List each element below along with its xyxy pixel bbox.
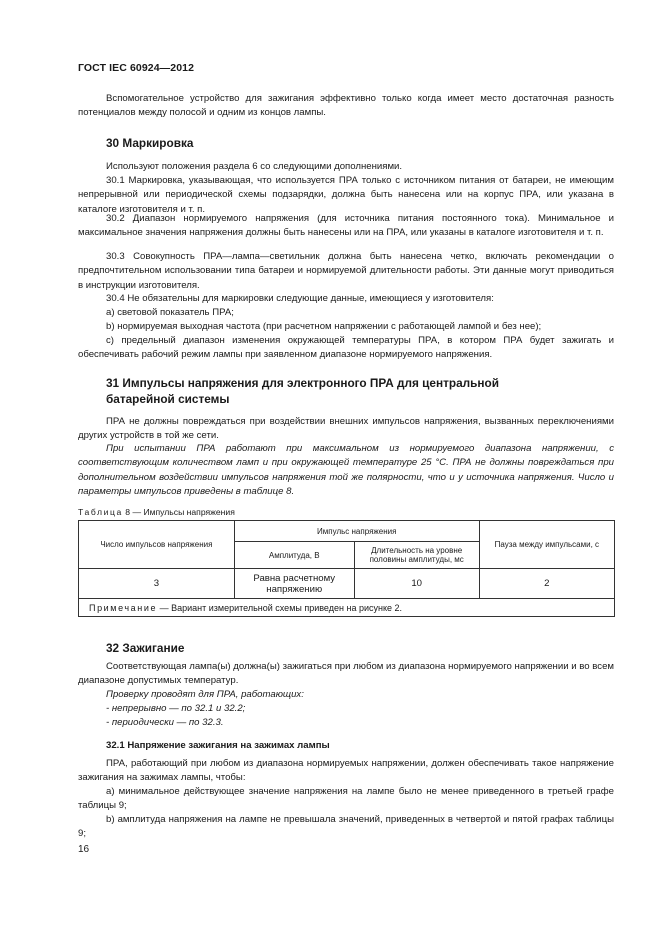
table-8 [78, 520, 615, 617]
section-31-title [106, 375, 499, 407]
table-8-caption [78, 507, 235, 517]
section-30-title: 30 Маркировка [106, 136, 194, 150]
cell-count: 3 [79, 569, 235, 599]
section-32-1-a: a) минимальное действующее значение напряжения на лампе было не менее приведенного в третьей графе таблицы 9; [78, 786, 614, 812]
col-header-pulse: Импульс напряжения [234, 521, 479, 542]
section-30-4-b: b) нормируемая выходная частота (при расчетном напряжении с работающей лампой и без нее); [106, 321, 542, 332]
col-header-amplitude: Амплитуда, В [234, 542, 354, 569]
section-32-p1: Соответствующая лампа(ы) должна(ы) зажигаться при любом из диапазона нормируемого напряжении и во всем диапазоне допустимых температур. [78, 661, 614, 687]
section-30-3: 30.3 Совокупность ПРА—лампа—светильник должна быть нанесена четко, включать рекомендации о предпочтительном использовании типа батареи и нормируемой длительности работы. Эти данные могут приводиться в инструкции изготовителя. [78, 251, 614, 291]
col-header-count: Число импульсов напряжения [79, 521, 235, 569]
page-number: 16 [78, 844, 90, 855]
cell-pause: 2 [479, 569, 614, 599]
section-31-p2: При испытании ПРА работают при максимальном из нормируемого диапазона напряжении, с соответствующим количеством ламп и при окружающей температуре 25 °С. ПРА не должны повреждаться при дополнительном воздействии импульсов напряжения той же полярности, что и у источника напряжения. Число и параметры импульсов приведены в таблице 8. [78, 443, 614, 497]
section-32-p2: Проверку проводят для ПРА, работающих: [106, 689, 304, 700]
section-31-p1: ПРА не должны повреждаться при воздействии внешних импульсов напряжения, вызванных переключениями других устройств в той же сети. [78, 416, 614, 442]
cell-duration: 10 [354, 569, 479, 599]
section-32-1-title: 32.1 Напряжение зажигания на зажимах лампы [106, 740, 330, 751]
intro-paragraph: Вспомогательное устройство для зажигания эффективно только когда имеет место достаточная разность потенциалов между полосой и одним из концов лампы. [78, 93, 614, 119]
section-30-4-c: c) предельный диапазон изменения окружающей температуры ПРА, в котором ПРА будет зажигать и обеспечивать рабочий режим лампы при заявленном диапазоне нормируемого напряжения. [78, 335, 614, 361]
section-30-1: 30.1 Маркировка, указывающая, что используется ПРА только с источником питания от батареи, не имеющим непрерывной или периодической схемы подзарядки, должна быть нанесена или на корпус ПРА, или указана в каталоге изготовителя и т. п. [78, 175, 614, 215]
section-30-4: 30.4 Не обязательны для маркировки следующие данные, имеющиеся у изготовителя: [106, 293, 494, 304]
table-note-rest: — Вариант измерительной схемы приведен на рисунке 2. [157, 602, 402, 613]
section-30-2: 30.2 Диапазон нормируемого напряжения (для источника питания постоянного тока). Минимальное и максимальное значения напряжения должны быть нанесены или на ПРА, или указаны в каталоге изготовителя и т. п. [78, 213, 614, 239]
section-31-title-line2: батарейной системы [106, 392, 230, 406]
section-32-1-b: b) амплитуда напряжения на лампе не превышала значений, приведенных в четвертой и пятой графах таблицы 9; [78, 814, 614, 840]
table-note [79, 599, 615, 617]
section-32-dash1: - непрерывно — по 32.1 и 32.2; [106, 703, 246, 714]
section-31-title-line1: 31 Импульсы напряжения для электронного ПРА для центральной [106, 376, 499, 390]
section-32-dash2: - периодически — по 32.3. [106, 717, 224, 728]
table-note-word: Примечание [89, 602, 158, 613]
cell-amplitude: Равна расчетному напряжению [234, 569, 354, 599]
standard-header: ГОСТ IEC 60924—2012 [78, 62, 195, 74]
section-32-1-p: ПРА, работающий при любом из диапазона нормируемых напряжении, должен обеспечивать такое напряжение зажигания на зажимах лампы, чтобы: [78, 758, 614, 784]
table-caption-word: Таблица [78, 507, 123, 517]
section-30-4-a: a) световой показатель ПРА; [106, 307, 234, 318]
col-header-duration: Длительность на уровне половины амплитуды, мс [354, 542, 479, 569]
table-caption-rest: 8 — Импульсы напряжения [122, 507, 235, 517]
col-header-pause: Пауза между импульсами, с [479, 521, 614, 569]
section-30-p0: Используют положения раздела 6 со следующими дополнениями. [106, 161, 403, 172]
section-32-title: 32 Зажигание [106, 641, 185, 655]
